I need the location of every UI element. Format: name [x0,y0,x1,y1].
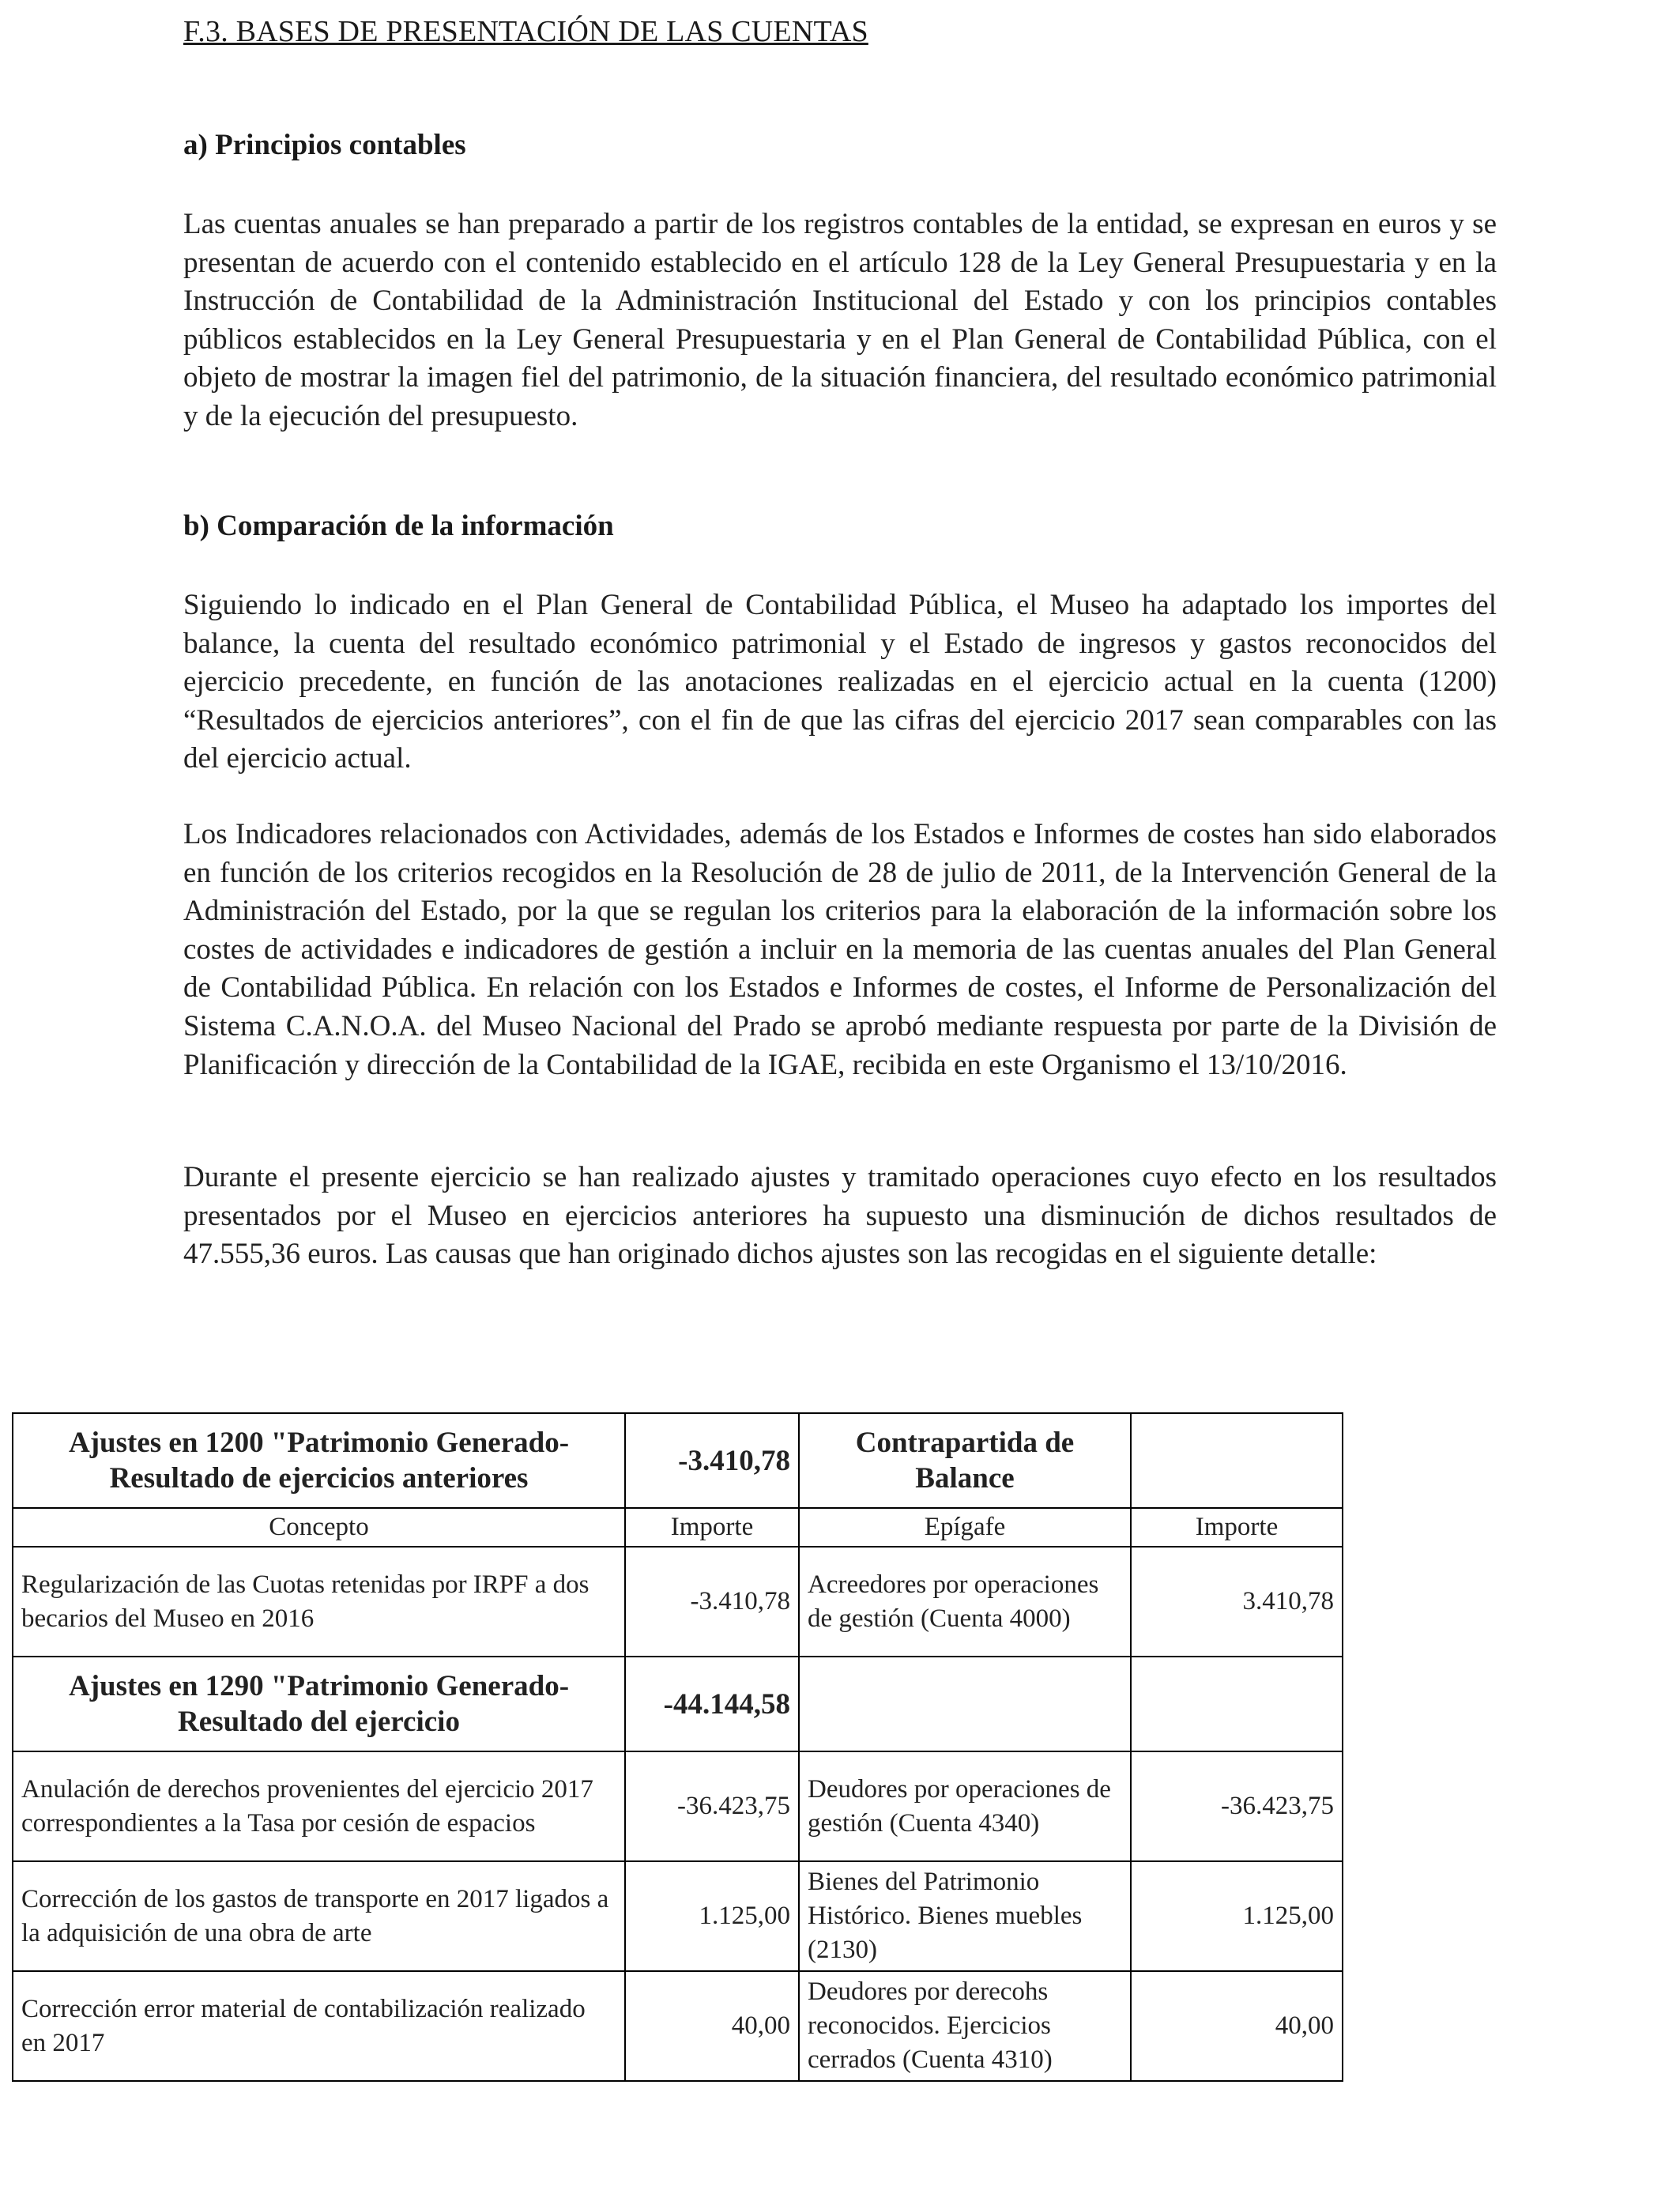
table-row [13,1547,1343,1657]
row-epigrafe: Acreedores por operaciones de gestión (Cuenta 4000) [799,1547,1131,1657]
row-importe-2: 3.410,78 [1131,1547,1343,1657]
group-1200-amount: -3.410,78 [625,1413,799,1508]
comparacion-paragraph-2: Los Indicadores relacionados con Actividades, además de los Estados e Informes de costes han sido elaborados en función de los criterios recogidos en la Resolución de 28 de julio de 2011, de la Intervención General de la Administración del Estado, por la que se regulan los criterios para la elaboración de la información sobre los costes de actividades e indicadores de gestión a incluir en la memoria de las cuentas anuales del Plan General de Contabilidad Pública. En relación con los Estados e Informes de costes, el Informe de Personalización del Sistema C.A.N.O.A. del Museo Nacional del Prado se aprobó mediante respuesta por parte de la División de Planificación y dirección de la Contabilidad de la IGAE, recibida en este Organismo el 13/10/2016. [183,818,1497,1081]
row-importe-2: -36.423,75 [1131,1751,1343,1861]
comparacion-paragraph-3: Durante el presente ejercicio se han realizado ajustes y tramitado operaciones cuyo efecto en los resultados presentados por el Museo en ejercicios anteriores ha supuesto una disminución de dichos resultados de 47.555,36 euros. Las causas que han originado dichos ajustes son las recogidas en el siguiente detalle: [183,1161,1497,1271]
row-epigrafe: Bienes del Patrimonio Histórico. Bienes muebles (2130) [799,1861,1131,1971]
contrapartida-header: Contrapartida de Balance [799,1413,1131,1508]
row-concepto: Corrección error material de contabilización realizado en 2017 [13,1971,625,2081]
group-1290-amount: -44.144,58 [625,1657,799,1751]
row-concepto: Regularización de las Cuotas retenidas por IRPF a dos becarios del Museo en 2016 [13,1547,625,1657]
column-header-concepto: Concepto [13,1508,625,1547]
subsection-b-heading: b) Comparación de la información [183,510,614,542]
row-concepto: Corrección de los gastos de transporte en 2017 ligados a la adquisición de una obra de arte [13,1861,625,1971]
principios-contables-paragraph: Las cuentas anuales se han preparado a partir de los registros contables de la entidad, se expresan en euros y se presentan de acuerdo con el contenido establecido en el artículo 128 de la Ley General Presupuestaria y en la Instrucción de Contabilidad de la Administración Institucional del Estado y con los principios contables públicos establecidos en la Ley General Presupuestaria y en el Plan General de Contabilidad Pública, con el objeto de mostrar la imagen fiel del patrimonio, de la situación financiera, del resultado económico patrimonial y de la ejecución del presupuesto. [183,208,1497,432]
group-1200-label: Ajustes en 1200 "Patrimonio Generado- Resultado de ejercicios anteriores [13,1413,625,1508]
table-row [13,1971,1343,2081]
column-header-importe-2: Importe [1131,1508,1343,1547]
group-1290-label: Ajustes en 1290 "Patrimonio Generado- Resultado del ejercicio [13,1657,625,1751]
row-importe: 40,00 [625,1971,799,2081]
section-title: F.3. BASES DE PRESENTACIÓN DE LAS CUENTAS [183,15,868,48]
subsection-a-heading: a) Principios contables [183,129,466,161]
row-importe-2: 40,00 [1131,1971,1343,2081]
row-importe: -36.423,75 [625,1751,799,1861]
group-1290-header-row [13,1657,1343,1751]
comparacion-paragraph-1: Siguiendo lo indicado en el Plan General de Contabilidad Pública, el Museo ha adaptado los importes del balance, la cuenta del resultado económico patrimonial y el Estado de ingresos y gastos reconocidos del ejercicio precedente, en función de las anotaciones realizadas en el ejercicio actual en la cuenta (1200) “Resultados de ejercicios anteriores”, con el fin de que las cifras del ejercicio 2017 sean comparables con las del ejercicio actual. [183,589,1497,775]
empty-cell [1131,1413,1343,1508]
group-1200-header-row [13,1413,1343,1508]
row-epigrafe: Deudores por derecohs reconocidos. Ejercicios cerrados (Cuenta 4310) [799,1971,1131,2081]
table-row [13,1861,1343,1971]
table-row [13,1751,1343,1861]
row-importe-2: 1.125,00 [1131,1861,1343,1971]
column-header-epigrafe: Epígafe [799,1508,1131,1547]
adjustments-table [12,1412,1343,2082]
column-header-row [13,1508,1343,1547]
row-concepto: Anulación de derechos provenientes del ejercicio 2017 correspondientes a la Tasa por cesión de espacios [13,1751,625,1861]
empty-cell [799,1657,1131,1751]
row-importe: -3.410,78 [625,1547,799,1657]
empty-cell [1131,1657,1343,1751]
row-importe: 1.125,00 [625,1861,799,1971]
column-header-importe: Importe [625,1508,799,1547]
row-epigrafe: Deudores por operaciones de gestión (Cuenta 4340) [799,1751,1131,1861]
